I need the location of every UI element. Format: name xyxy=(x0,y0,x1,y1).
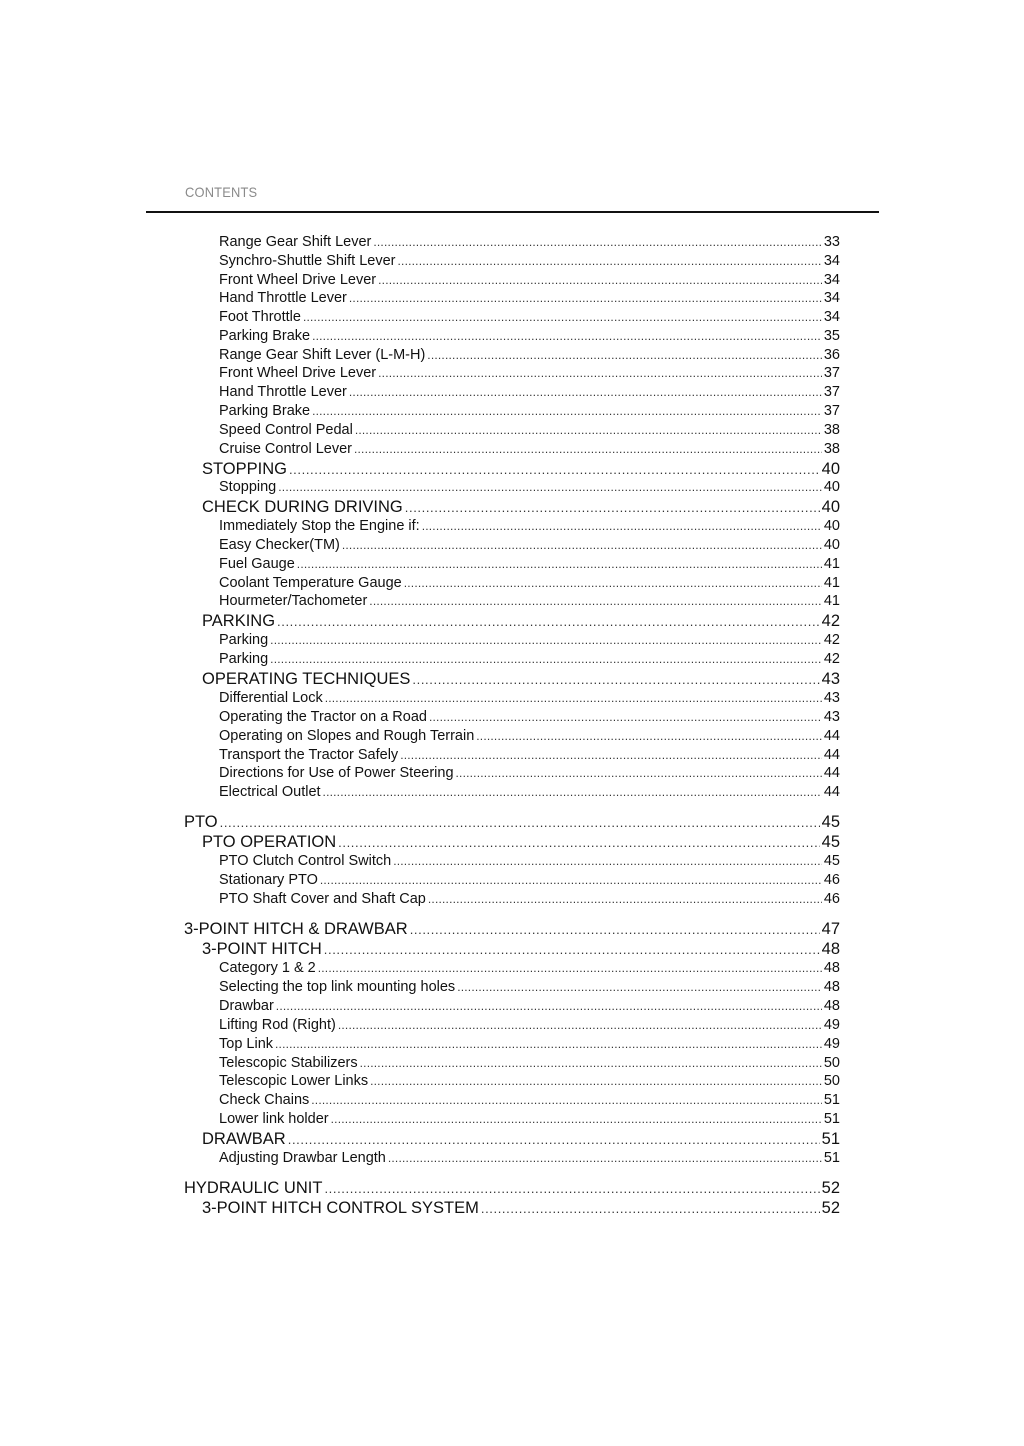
dot-leader xyxy=(481,1199,820,1218)
dot-leader xyxy=(342,537,822,553)
toc-entry[interactable] xyxy=(219,384,840,400)
toc-entry-title: Fuel Gauge xyxy=(219,556,295,572)
toc-entry[interactable] xyxy=(219,253,840,269)
toc-entry[interactable] xyxy=(219,1055,840,1071)
toc-entry-title: PTO OPERATION xyxy=(202,833,337,851)
toc-page-number: 51 xyxy=(821,1130,840,1148)
toc-entry-title: Top Link xyxy=(219,1036,274,1052)
toc-page-number: 51 xyxy=(823,1111,840,1127)
toc-page-number: 48 xyxy=(823,979,840,995)
toc-entry[interactable] xyxy=(219,556,840,572)
dot-leader xyxy=(349,384,822,400)
toc-entry-title: Selecting the top link mounting holes xyxy=(219,979,456,995)
toc-entry[interactable] xyxy=(219,537,840,553)
toc-entry-title: PTO Clutch Control Switch xyxy=(219,853,392,869)
header-divider xyxy=(146,211,879,213)
toc-chapter[interactable] xyxy=(184,813,840,832)
toc-page-number: 45 xyxy=(823,853,840,869)
toc-section[interactable] xyxy=(202,940,840,959)
toc-page-number: 42 xyxy=(821,612,840,630)
toc-page-number: 38 xyxy=(823,422,840,438)
toc-entry-title: Range Gear Shift Lever xyxy=(219,234,372,250)
toc-entry[interactable] xyxy=(219,690,840,706)
toc-page-number: 49 xyxy=(823,1017,840,1033)
toc-entry[interactable] xyxy=(219,853,840,869)
toc-page-number: 41 xyxy=(823,556,840,572)
toc-page-number: 42 xyxy=(823,632,840,648)
toc-chapter[interactable] xyxy=(184,920,840,939)
dot-leader xyxy=(456,765,822,781)
toc-page-number: 40 xyxy=(823,479,840,495)
dot-leader xyxy=(275,1036,822,1052)
toc-entry-title: Telescopic Lower Links xyxy=(219,1073,369,1089)
toc-entry[interactable] xyxy=(219,441,840,457)
toc-page-number: 43 xyxy=(823,690,840,706)
toc-entry[interactable] xyxy=(219,1092,840,1108)
toc-section[interactable] xyxy=(202,498,840,517)
toc-page-number: 48 xyxy=(823,960,840,976)
toc-entry-title: Operating on Slopes and Rough Terrain xyxy=(219,728,475,744)
toc-entry-title: Immediately Stop the Engine if: xyxy=(219,518,420,534)
toc-page-number: 46 xyxy=(823,872,840,888)
dot-leader xyxy=(369,593,822,609)
dot-leader xyxy=(428,891,822,907)
toc-entry-title: Hand Throttle Lever xyxy=(219,384,347,400)
dot-leader xyxy=(220,813,820,832)
dot-leader xyxy=(303,309,822,325)
toc-entry[interactable] xyxy=(219,422,840,438)
dot-leader xyxy=(457,979,822,995)
toc-entry[interactable] xyxy=(219,365,840,381)
toc-entry[interactable] xyxy=(219,1111,840,1127)
toc-entry[interactable] xyxy=(219,290,840,306)
toc-entry-title: Check Chains xyxy=(219,1092,310,1108)
toc-entry-title: Operating the Tractor on a Road xyxy=(219,709,427,725)
toc-entry[interactable] xyxy=(219,1073,840,1089)
toc-page-number: 50 xyxy=(823,1055,840,1071)
toc-entry-title: CHECK DURING DRIVING xyxy=(202,498,403,516)
dot-leader xyxy=(412,670,819,689)
toc-entry-title: Transport the Tractor Safely xyxy=(219,747,399,763)
dot-leader xyxy=(325,690,822,706)
toc-entry-title: Drawbar xyxy=(219,998,274,1014)
toc-page-number: 37 xyxy=(823,384,840,400)
toc-page-number: 45 xyxy=(821,833,840,851)
toc-page-number: 43 xyxy=(823,709,840,725)
dot-leader xyxy=(422,518,822,534)
toc-entry[interactable] xyxy=(219,998,840,1014)
toc-page-number: 45 xyxy=(821,813,840,831)
dot-leader xyxy=(297,556,822,572)
toc-entry[interactable] xyxy=(219,518,840,534)
toc-entry-title: PARKING xyxy=(202,612,276,630)
toc-page-number: 38 xyxy=(823,441,840,457)
dot-leader xyxy=(338,1017,822,1033)
dot-leader xyxy=(324,1179,819,1198)
dot-leader xyxy=(427,347,822,363)
toc-entry[interactable] xyxy=(219,979,840,995)
dot-leader xyxy=(323,784,822,800)
toc-page-number: 48 xyxy=(823,998,840,1014)
toc-section[interactable] xyxy=(202,833,840,852)
toc-page-number: 51 xyxy=(823,1150,840,1166)
toc-entry-title: Hand Throttle Lever xyxy=(219,290,347,306)
page-header-title: CONTENTS xyxy=(185,184,258,200)
toc-entry[interactable] xyxy=(219,651,840,667)
toc-page-number: 52 xyxy=(821,1179,840,1197)
dot-leader xyxy=(360,1055,822,1071)
toc-entry-title: Speed Control Pedal xyxy=(219,422,353,438)
toc-entry[interactable] xyxy=(219,1150,840,1166)
dot-leader xyxy=(354,441,822,457)
toc-page-number: 43 xyxy=(821,670,840,688)
toc-section[interactable] xyxy=(202,460,840,479)
toc-page-number: 48 xyxy=(821,940,840,958)
toc-entry-title: Parking xyxy=(219,632,269,648)
dot-leader xyxy=(277,612,820,631)
toc-entry[interactable] xyxy=(219,891,840,907)
toc-page-number: 50 xyxy=(823,1073,840,1089)
toc-entry-title: Cruise Control Lever xyxy=(219,441,352,457)
toc-entry-title: PTO xyxy=(184,813,218,831)
dot-leader xyxy=(324,940,820,959)
toc-entry[interactable] xyxy=(219,765,840,781)
dot-leader xyxy=(398,253,822,269)
toc-entry-title: Electrical Outlet xyxy=(219,784,321,800)
toc-page-number: 34 xyxy=(823,290,840,306)
dot-leader xyxy=(410,920,820,939)
toc-entry-title: Adjusting Drawbar Length xyxy=(219,1150,386,1166)
toc-entry[interactable] xyxy=(219,1017,840,1033)
toc-entry[interactable] xyxy=(219,1036,840,1052)
toc-page-number: 51 xyxy=(823,1092,840,1108)
dot-leader xyxy=(349,290,822,306)
dot-leader xyxy=(393,853,822,869)
toc-page-number: 41 xyxy=(823,575,840,591)
toc-entry-title: Coolant Temperature Gauge xyxy=(219,575,402,591)
toc-entry[interactable] xyxy=(219,784,840,800)
toc-entry-title: Front Wheel Drive Lever xyxy=(219,365,377,381)
toc-entry-title: OPERATING TECHNIQUES xyxy=(202,670,411,688)
toc-entry-title: 3-POINT HITCH xyxy=(202,940,322,958)
toc-page-number: 35 xyxy=(823,328,840,344)
toc-entry-title: 3-POINT HITCH & DRAWBAR xyxy=(184,920,408,938)
toc-entry-title: 3-POINT HITCH CONTROL SYSTEM xyxy=(202,1199,479,1217)
dot-leader xyxy=(311,1092,822,1108)
toc-page-number: 34 xyxy=(823,253,840,269)
toc-page-number: 44 xyxy=(823,747,840,763)
toc-entry-title: DRAWBAR xyxy=(202,1130,286,1148)
toc-page-number: 40 xyxy=(823,518,840,534)
toc-page-number: 36 xyxy=(823,347,840,363)
toc-entry-title: Stopping xyxy=(219,479,277,495)
toc-entry[interactable] xyxy=(219,728,840,744)
toc-page-number: 42 xyxy=(823,651,840,667)
toc-entry-title: Front Wheel Drive Lever xyxy=(219,272,377,288)
dot-leader xyxy=(288,1130,820,1149)
dot-leader xyxy=(404,575,822,591)
toc-entry-title: Differential Lock xyxy=(219,690,323,706)
toc-page-number: 46 xyxy=(823,891,840,907)
dot-leader xyxy=(278,479,822,495)
toc-entry[interactable] xyxy=(219,403,840,419)
toc-entry-title: PTO Shaft Cover and Shaft Cap xyxy=(219,891,426,907)
toc-entry-title: Lower link holder xyxy=(219,1111,329,1127)
dot-leader xyxy=(378,272,822,288)
toc-entry-title: Parking xyxy=(219,651,269,667)
dot-leader xyxy=(276,998,822,1014)
toc-page-number: 49 xyxy=(823,1036,840,1052)
toc-entry[interactable] xyxy=(219,575,840,591)
toc-section[interactable] xyxy=(202,1130,840,1149)
toc-page-number: 33 xyxy=(823,234,840,250)
toc-entry-title: Category 1 & 2 xyxy=(219,960,316,976)
toc-page-number: 37 xyxy=(823,365,840,381)
toc-entry[interactable] xyxy=(219,234,840,250)
toc-entry-title: Parking Brake xyxy=(219,403,311,419)
dot-leader xyxy=(270,632,822,648)
toc-page-number: 40 xyxy=(821,498,840,516)
dot-leader xyxy=(320,872,822,888)
toc-section[interactable] xyxy=(202,670,840,689)
toc-page-number: 40 xyxy=(821,460,840,478)
toc-entry[interactable] xyxy=(219,632,840,648)
toc-entry-title: Parking Brake xyxy=(219,328,311,344)
toc-entry[interactable] xyxy=(219,347,840,363)
toc-entry-title: Easy Checker(TM) xyxy=(219,537,340,553)
toc-page-number: 47 xyxy=(821,920,840,938)
toc-entry[interactable] xyxy=(219,747,840,763)
dot-leader xyxy=(355,422,822,438)
toc-page-number: 34 xyxy=(823,272,840,288)
dot-leader xyxy=(289,460,820,479)
toc-entry-title: Foot Throttle xyxy=(219,309,301,325)
dot-leader xyxy=(373,234,822,250)
toc-page-number: 34 xyxy=(823,309,840,325)
dot-leader xyxy=(476,728,822,744)
toc-entry-title: Lifting Rod (Right) xyxy=(219,1017,336,1033)
toc-entry[interactable] xyxy=(219,328,840,344)
dot-leader xyxy=(312,403,822,419)
toc-entry-title: Synchro-Shuttle Shift Lever xyxy=(219,253,396,269)
toc-page-number: 52 xyxy=(821,1199,840,1217)
dot-leader xyxy=(429,709,822,725)
dot-leader xyxy=(388,1150,822,1166)
toc-entry[interactable] xyxy=(219,709,840,725)
dot-leader xyxy=(400,747,822,763)
toc-entry-title: Range Gear Shift Lever (L-M-H) xyxy=(219,347,426,363)
toc-entry[interactable] xyxy=(219,309,840,325)
dot-leader xyxy=(378,365,822,381)
toc-entry[interactable] xyxy=(219,479,840,495)
toc-entry-title: HYDRAULIC UNIT xyxy=(184,1179,323,1197)
dot-leader xyxy=(405,498,820,517)
toc-section[interactable] xyxy=(202,1199,840,1218)
toc-page-number: 44 xyxy=(823,784,840,800)
toc-page-number: 41 xyxy=(823,593,840,609)
toc-entry-title: Hourmeter/Tachometer xyxy=(219,593,368,609)
toc-entry[interactable] xyxy=(219,872,840,888)
toc-entry-title: STOPPING xyxy=(202,460,287,478)
dot-leader xyxy=(338,833,819,852)
dot-leader xyxy=(370,1073,822,1089)
dot-leader xyxy=(331,1111,822,1127)
toc-page-number: 37 xyxy=(823,403,840,419)
dot-leader xyxy=(312,328,822,344)
toc-page-number: 44 xyxy=(823,728,840,744)
toc-section[interactable] xyxy=(202,612,840,631)
toc-page-number: 44 xyxy=(823,765,840,781)
toc-entry[interactable] xyxy=(219,960,840,976)
toc-entry-title: Telescopic Stabilizers xyxy=(219,1055,358,1071)
toc-entry-title: Stationary PTO xyxy=(219,872,318,888)
toc-entry[interactable] xyxy=(219,272,840,288)
toc-entry-title: Directions for Use of Power Steering xyxy=(219,765,454,781)
dot-leader xyxy=(270,651,822,667)
toc-entry[interactable] xyxy=(219,593,840,609)
toc-chapter[interactable] xyxy=(184,1179,840,1198)
toc-page-number: 40 xyxy=(823,537,840,553)
dot-leader xyxy=(318,960,822,976)
